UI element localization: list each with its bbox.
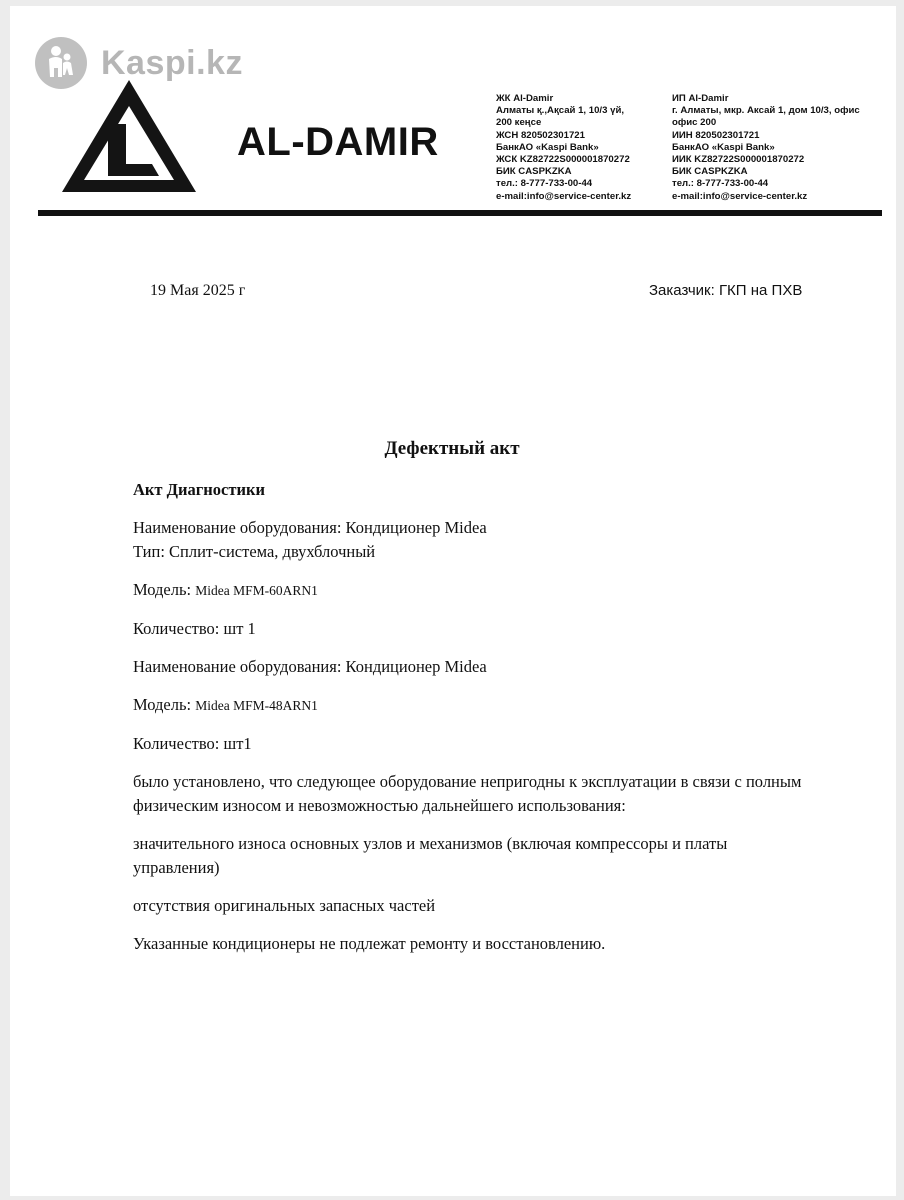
- req-kz-line: БИК CASPKZKA: [496, 166, 572, 178]
- req-ru-line: тел.: 8-777-733-00-44: [672, 178, 769, 190]
- req-ru-line: г. Алматы, мкр. Аксай 1, дом 10/3, офис: [672, 105, 860, 117]
- req-kz-line: тел.: 8-777-733-00-44: [496, 178, 593, 190]
- req-kz-line: 200 кеңсе: [496, 117, 542, 129]
- reason-1: значительного износа основных узлов и механизмов (включая компрессоры и платы управления): [133, 834, 728, 877]
- model-label: Модель:: [133, 695, 196, 714]
- header-divider: [38, 210, 882, 216]
- equipment1-qty: Количество: шт 1: [133, 619, 256, 638]
- document-body: [133, 478, 813, 956]
- req-kz-email[interactable]: e-mail:info@service-center.kz: [496, 190, 632, 202]
- final-statement: Указанные кондиционеры не подлежат ремонту и восстановлению.: [133, 934, 606, 953]
- req-ru-line: ИИК KZ82722S000001870272: [672, 154, 805, 166]
- requisites-ru: [672, 93, 887, 203]
- req-kz-line: ЖК Al-Damir: [496, 93, 554, 104]
- equipment1-type: Тип: Сплит-система, двухблочный: [133, 542, 376, 561]
- req-ru-line: БанкАО «Kaspi Bank»: [672, 141, 775, 153]
- conclusion-text: было установлено, что следующее оборудование непригодны к эксплуатации в связи с полным физическим износом и невозможностью дальнейшего использования:: [133, 772, 802, 815]
- al-damir-triangle-logo: [60, 80, 198, 199]
- brand-name: AL-DAMIR: [237, 120, 439, 164]
- equipment2-model: [133, 693, 813, 718]
- req-kz-line: Алматы қ.,Ақсай 1, 10/3 үй,: [496, 105, 625, 117]
- subtitle: Акт Диагностики: [133, 480, 265, 499]
- document-date: 19 Мая 2025 г: [150, 282, 246, 299]
- requisites-kz: [496, 93, 666, 203]
- req-kz-line: БанкАО «Kaspi Bank»: [496, 141, 599, 153]
- req-ru-line: ИП Al-Damir: [672, 93, 729, 104]
- equipment2-qty: Количество: шт1: [133, 734, 252, 753]
- req-kz-line: ЖСН 820502301721: [496, 129, 585, 141]
- kaspi-watermark-text: Kaspi.kz: [101, 43, 243, 82]
- req-ru-line: ИИН 820502301721: [672, 129, 760, 141]
- customer-line: Заказчик: ГКП на ПХВ: [649, 282, 803, 299]
- req-ru-email[interactable]: e-mail:info@service-center.kz: [672, 190, 808, 202]
- reason-2: отсутствия оригинальных запасных частей: [133, 896, 436, 915]
- req-ru-line: БИК CASPKZKA: [672, 166, 748, 178]
- equipment1-model: [133, 578, 813, 603]
- model-label: Модель:: [133, 580, 196, 599]
- req-ru-line: офис 200: [672, 117, 717, 129]
- equipment1-name: Наименование оборудования: Кондиционер Midea: [133, 518, 487, 537]
- document-title: Дефектный акт: [384, 438, 520, 459]
- model-value: Midea MFM-60ARN1: [195, 583, 318, 598]
- model-value: Midea MFM-48ARN1: [195, 698, 318, 713]
- req-kz-line: ЖСК KZ82722S000001870272: [496, 154, 630, 166]
- equipment2-name: Наименование оборудования: Кондиционер Midea: [133, 657, 487, 676]
